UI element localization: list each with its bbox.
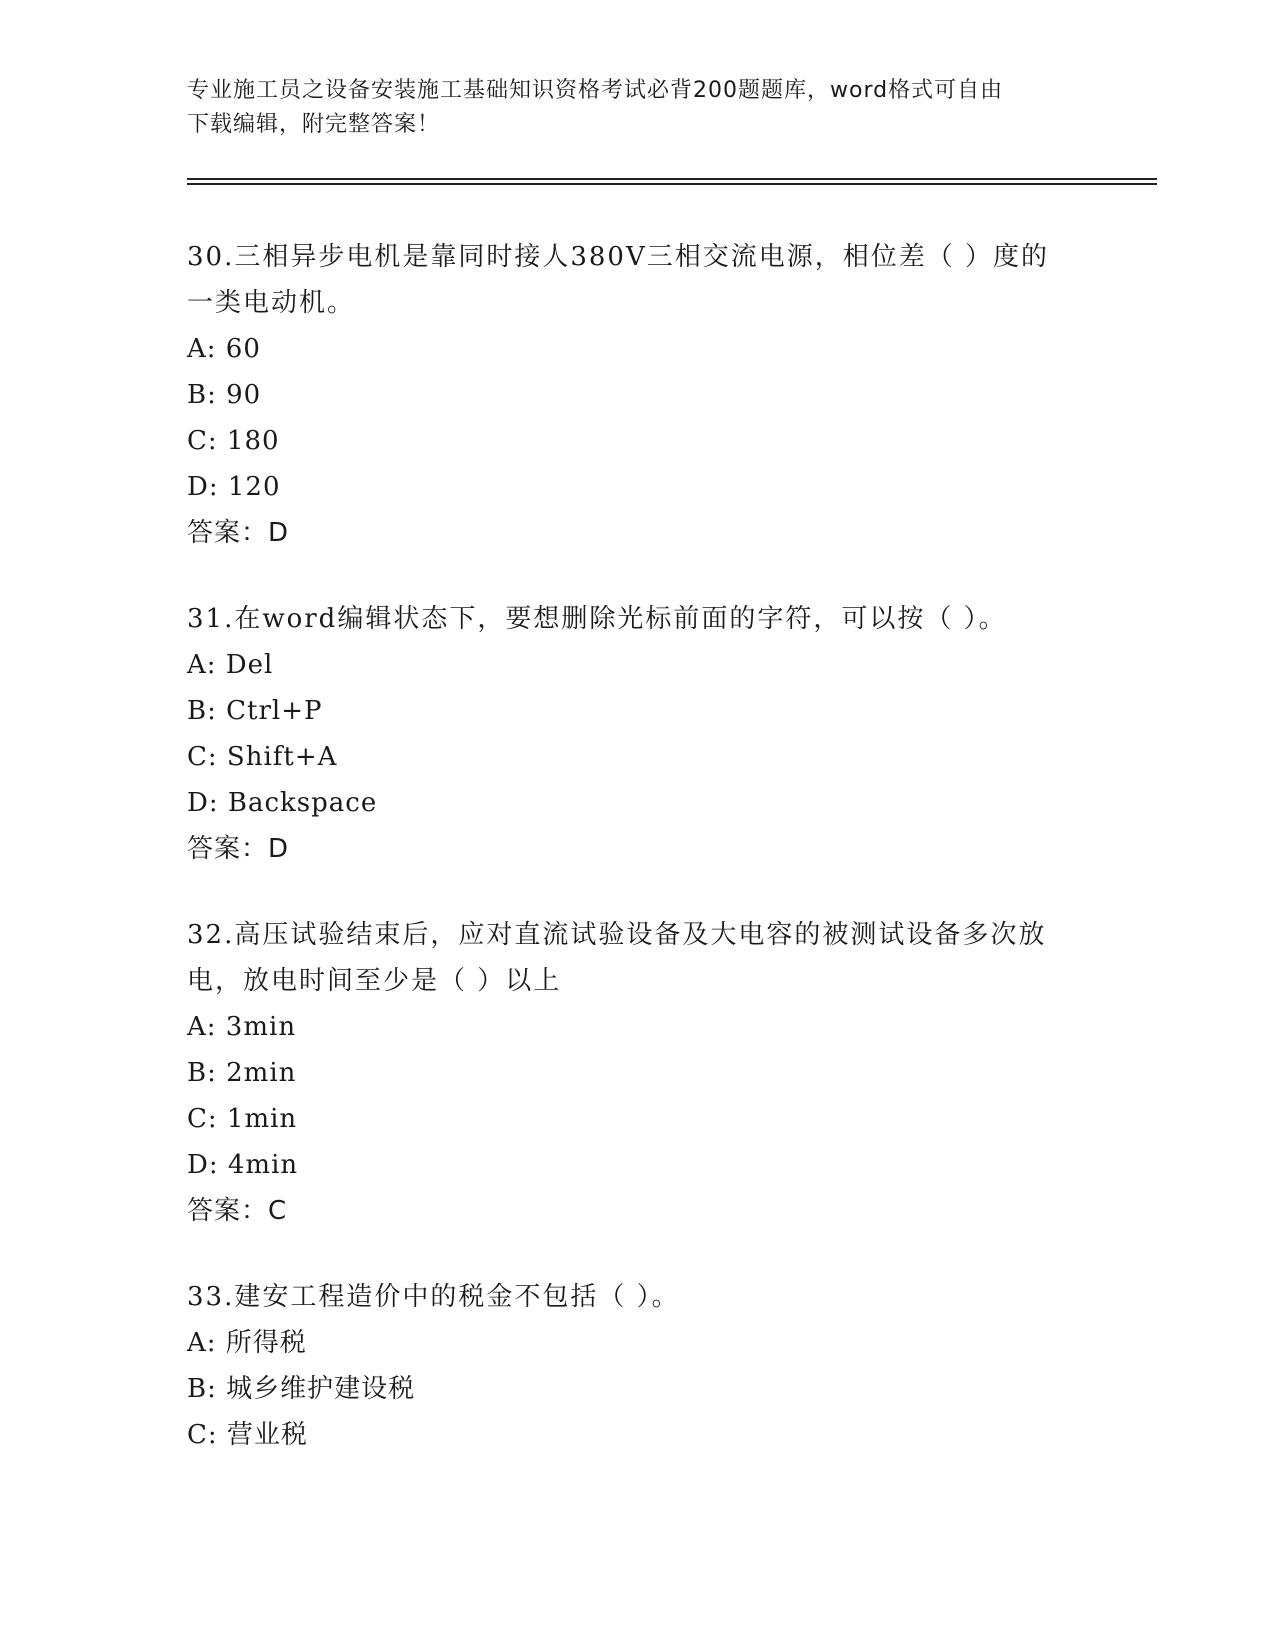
question-stem: 31.在word编辑状态下，要想删除光标前面的字符，可以按（ ）。 [187, 604, 1007, 634]
question-stem-continued: 电，放电时间至少是（ ）以上 [187, 966, 562, 996]
option-a: A: Del [187, 650, 274, 680]
question-stem: 32.高压试验结束后，应对直流试验设备及大电容的被测试设备多次放 [187, 920, 1047, 950]
option-b: B: Ctrl+P [187, 696, 323, 726]
question-stem: 33.建安工程造价中的税金不包括（ ）。 [187, 1282, 680, 1312]
question-list [187, 234, 1087, 1498]
option-c: C: 营业税 [187, 1420, 308, 1450]
option-c: C: 180 [187, 426, 280, 456]
option-d: D: 4min [187, 1150, 299, 1180]
question-stem: 30.三相异步电机是靠同时接人380V三相交流电源，相位差（ ）度的 [187, 242, 1050, 272]
option-a: A: 所得税 [187, 1328, 307, 1358]
option-b: B: 城乡维护建设税 [187, 1374, 416, 1404]
answer: 答案：D [187, 518, 290, 548]
option-a: A: 60 [187, 334, 261, 364]
document-header [187, 74, 1067, 142]
header-line-1: 专业施工员之设备安装施工基础知识资格考试必背200题题库，word格式可自由 [187, 78, 1004, 103]
question-stem-continued: 一类电动机。 [187, 288, 356, 318]
answer: 答案：C [187, 1196, 288, 1226]
header-divider-top [187, 178, 1157, 180]
question-33 [187, 1274, 1087, 1458]
question-30 [187, 234, 1087, 556]
option-d: D: Backspace [187, 788, 378, 818]
header-line-2: 下载编辑，附完整答案！ [187, 112, 441, 137]
option-a: A: 3min [187, 1012, 297, 1042]
option-b: B: 2min [187, 1058, 297, 1088]
header-divider-bottom [187, 183, 1157, 185]
option-c: C: 1min [187, 1104, 298, 1134]
answer: 答案：D [187, 834, 290, 864]
question-31 [187, 596, 1087, 872]
option-c: C: Shift+A [187, 742, 338, 772]
option-b: B: 90 [187, 380, 262, 410]
option-d: D: 120 [187, 472, 281, 502]
question-32 [187, 912, 1087, 1234]
